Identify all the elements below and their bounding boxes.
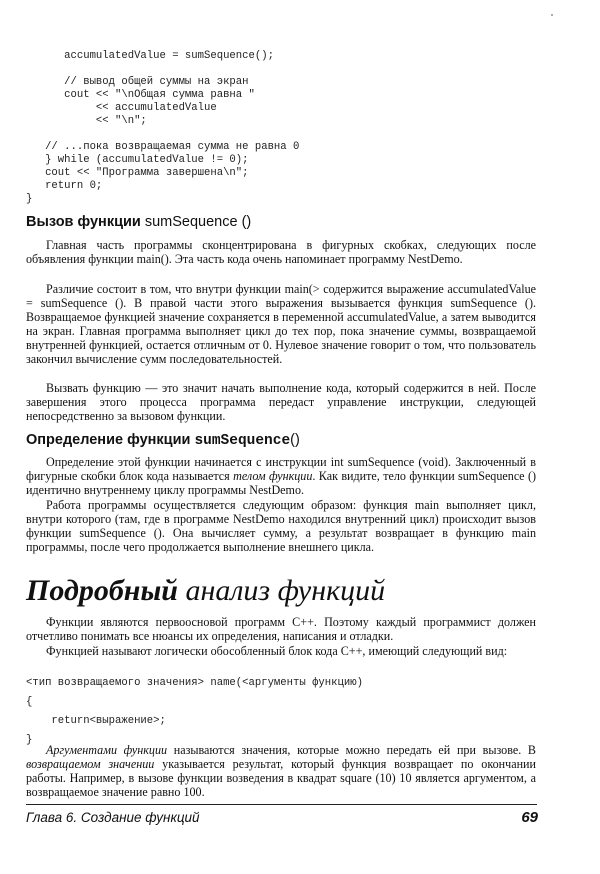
code-line: cout << "Программа завершена\n";: [26, 167, 249, 179]
paragraph: Главная часть программы сконцентрирована в фигурных скобках, следующих после объявления функции main(). Эта часть кода очень напоминает программу NestDemo.: [26, 238, 536, 266]
page-number: 69: [521, 809, 538, 826]
function-syntax-code: [26, 674, 546, 750]
text-run: Определение этой функции начинается с инструкции int sumSequence (void). Заключенный в фигурные скобки блок кода называется: [26, 455, 536, 483]
code-line: // вывод общей суммы на экран: [26, 76, 249, 88]
paragraph: Функцией называют логически обособленный блок кода С++, имеющий следующий вид:: [46, 644, 508, 658]
code-line: cout << "\nОбщая сумма равна ": [26, 89, 255, 101]
heading-code-part: sumSequence: [194, 433, 291, 449]
paragraph: Функции являются первоосновой программ С++. Поэтому каждый программист должен отчетливо понимать все нюансы их определения, написания и отладки.: [26, 615, 536, 643]
paragraph: [26, 455, 536, 497]
footer-rule: [26, 804, 537, 805]
code-line: {: [26, 696, 33, 708]
code-line: << accumulatedValue: [26, 102, 217, 114]
title-bold-part: Подробный: [26, 574, 178, 607]
chapter-section-title: [26, 574, 385, 608]
code-line: << "\n";: [26, 115, 147, 127]
emphasis: Аргументами функции: [46, 743, 168, 757]
heading-bold-part: Определение функции: [26, 432, 191, 448]
code-line: // ...пока возвращаемая сумма не равна 0: [26, 141, 300, 153]
text-run: указывается результат, который функция возвращает по окончании работы. Например, в вызове функции возведения в квадрат square (10) 10 является аргументом, а возвращаемое значение равно 100.: [26, 757, 536, 799]
chapter-title: Глава 6. Создание функций: [26, 810, 200, 825]
code-line: [26, 63, 546, 76]
code-line: [26, 128, 546, 141]
code-line: return 0;: [26, 180, 103, 192]
code-line: <тип возвращаемого значения> name(<аргументы функцию): [26, 677, 363, 689]
paragraph: Различие состоит в том, что внутри функции main(> содержится выражение accumulatedValue = sumSequence (). В правой части этого выражения вызывается функция sumSequence (). Возвращаемое функцией значение сохраняется в переменной accumulatedValue, а затем выводится на экран. Главная программа выполняет цикл до тех пор, пока значение суммы, возвращаемой внутренней функцией, остается отличным от 0. Нулевое значение говорит о том, что пользователь закончил вычисление сумм последовательностей.: [26, 282, 536, 366]
paragraph: Работа программы осуществляется следующим образом: функция main выполняет цикл, внутри которого (там, где в программе NestDemo находился внутренний цикл) происходит вызов функции sumSequence (). Она вычисляет сумму, а результат возвращает в функцию main программы, после чего продолжается выполнение внешнего цикла.: [26, 498, 536, 554]
section-heading-definition: [26, 432, 300, 449]
code-line: } while (accumulatedValue != 0);: [26, 154, 249, 166]
heading-bold-part: Вызов функции: [26, 214, 141, 230]
text-run: . Как видите, тело функции sumSequence () идентично внутреннему циклу программы NestDemo.: [26, 469, 536, 497]
code-line: return<выражение>;: [26, 715, 166, 727]
heading-parens: (): [290, 432, 300, 448]
code-block-top: [26, 50, 546, 206]
text-run: называются значения, которые можно передать ей при вызове. В: [167, 743, 537, 757]
paragraph: [26, 743, 536, 799]
title-rest-part: анализ функций: [185, 574, 386, 607]
paragraph: Вызвать функцию — это значит начать выполнение кода, который содержится в ней. После завершения этого процесса программа передаст управление инструкции, следующей непосредственно за вызовом функции.: [26, 381, 536, 423]
emphasis: возвращаемом значении: [26, 757, 155, 771]
emphasis: телом функции: [233, 469, 313, 483]
heading-code-part: sumSequence (): [144, 214, 252, 230]
scan-speck: [551, 14, 553, 16]
section-heading-call: [26, 214, 251, 230]
code-line: accumulatedValue = sumSequence();: [26, 50, 274, 62]
code-line: }: [26, 734, 33, 746]
code-line: }: [26, 193, 33, 205]
